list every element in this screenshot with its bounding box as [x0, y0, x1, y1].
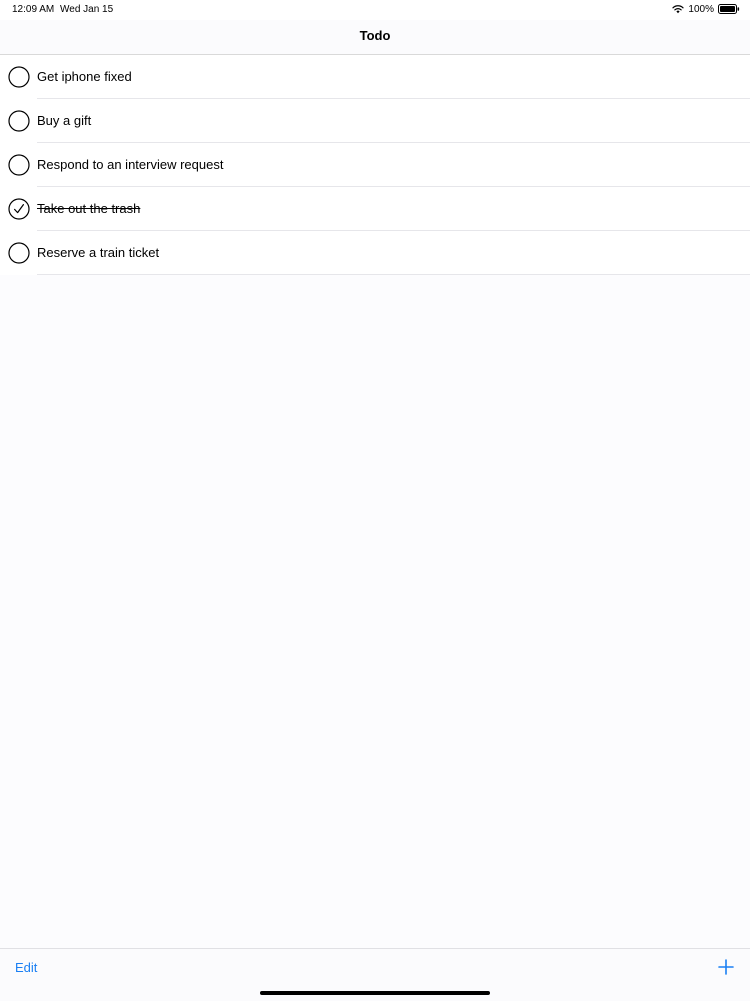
status-bar — [0, 0, 750, 20]
task-row[interactable] — [0, 143, 750, 187]
unchecked-circle-icon[interactable] — [8, 66, 30, 88]
unchecked-circle-icon[interactable] — [8, 242, 30, 264]
task-row[interactable] — [0, 231, 750, 275]
task-label: Respond to an interview request — [37, 157, 224, 172]
status-date: Wed Jan 15 — [60, 4, 114, 15]
task-list — [0, 55, 750, 275]
edit-button[interactable]: Edit — [15, 960, 38, 975]
task-row[interactable] — [0, 55, 750, 99]
wifi-icon — [672, 4, 684, 14]
battery-percent: 100% — [688, 3, 714, 15]
bottom-toolbar — [0, 948, 750, 1001]
task-label: Buy a gift — [37, 113, 92, 128]
battery-icon — [718, 4, 740, 14]
unchecked-circle-icon[interactable] — [8, 110, 30, 132]
task-label: Reserve a train ticket — [37, 245, 160, 260]
plus-icon[interactable] — [718, 959, 734, 975]
unchecked-circle-icon[interactable] — [8, 154, 30, 176]
navigation-bar — [0, 20, 750, 55]
checkmark-circle-icon[interactable] — [8, 198, 30, 220]
task-label-completed: Take out the trash — [37, 201, 141, 216]
empty-content-area — [0, 275, 750, 948]
home-indicator[interactable] — [260, 991, 490, 995]
task-row[interactable] — [0, 99, 750, 143]
status-time: 12:09 AM — [12, 4, 55, 15]
status-indicators — [672, 3, 740, 15]
page-title: Todo — [359, 28, 391, 43]
task-label: Get iphone fixed — [37, 69, 132, 84]
task-row[interactable] — [0, 187, 750, 231]
